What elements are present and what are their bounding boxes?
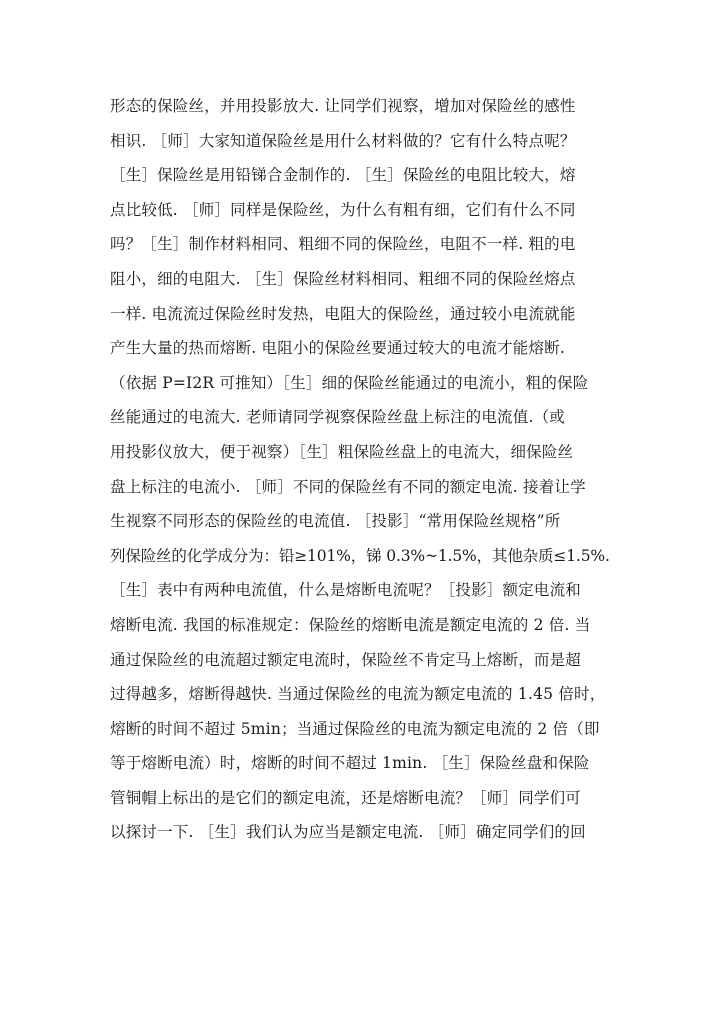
text-line: 通过保险丝的电流超过额定电流时，保险丝不肯定马上熔断，而是超 [110,650,582,669]
text-line: 管铜帽上标出的是它们的额定电流，还是熔断电流？［师］同学们可 [110,788,582,807]
text-line: 丝能通过的电流大. 老师请同学视察保险丝盘上标注的电流值.（或 [110,408,565,427]
text-line: ［生］保险丝是用铅锑合金制作的. ［生］保险丝的电阻比较大，熔 [110,166,576,185]
text-line: 盘上标注的电流小. ［师］不同的保险丝有不同的额定电流. 接着让学 [110,477,586,496]
text-line: 熔断的时间不超过 5min；当通过保险丝的电流为额定电流的 2 倍（即 [110,719,600,738]
text-line: 熔断电流. 我国的标准规定：保险丝的熔断电流是额定电流的 2 倍. 当 [110,615,591,634]
text-line: 点比较低. ［师］同样是保险丝，为什么有粗有细，它们有什么不同 [110,200,576,219]
text-line: 以探讨一下. ［生］我们认为应当是额定电流. ［师］确定同学们的回 [110,823,586,842]
text-line: 过得越多，熔断得越快. 当通过保险丝的电流为额定电流的 1.45 倍时， [110,685,606,704]
text-line: 列保险丝的化学成分为：铅≥101%，锑 0.3%~1.5%，其他杂质≤1.5%. [110,546,610,565]
text-line: 用投影仪放大，便于视察）［生］粗保险丝盘上的电流大，细保险丝 [110,442,574,461]
text-line: 等于熔断电流）时，熔断的时间不超过 1min. ［生］保险丝盘和保险 [110,754,590,773]
text-line: （依据 P=I2R 可推知）［生］细的保险丝能通过的电流小，粗的保险 [110,373,589,392]
text-line: 生视察不同形态的保险丝的电流值. ［投影］“常用保险丝规格”所 [110,512,561,531]
text-line: 阻小，细的电阻大. ［生］保险丝材料相同、粗细不同的保险丝熔点 [110,269,576,288]
text-line: ［生］表中有两种电流值，什么是熔断电流呢？［投影］额定电流和 [110,581,582,600]
text-line: 形态的保险丝，并用投影放大. 让同学们视察，增加对保险丝的感性 [110,97,576,115]
text-line: 产生大量的热而熔断. 电阻小的保险丝要通过较大的电流才能熔断. [110,339,565,358]
text-line: 一样. 电流流过保险丝时发热，电阻大的保险丝，通过较小电流就能 [110,304,576,323]
body-text [110,89,610,850]
text-line: 吗？［生］制作材料相同、粗细不同的保险丝，电阻不一样. 粗的电 [110,235,576,254]
text-line: 相识. ［师］大家知道保险丝是用什么材料做的？它有什么特点呢？ [110,131,576,150]
